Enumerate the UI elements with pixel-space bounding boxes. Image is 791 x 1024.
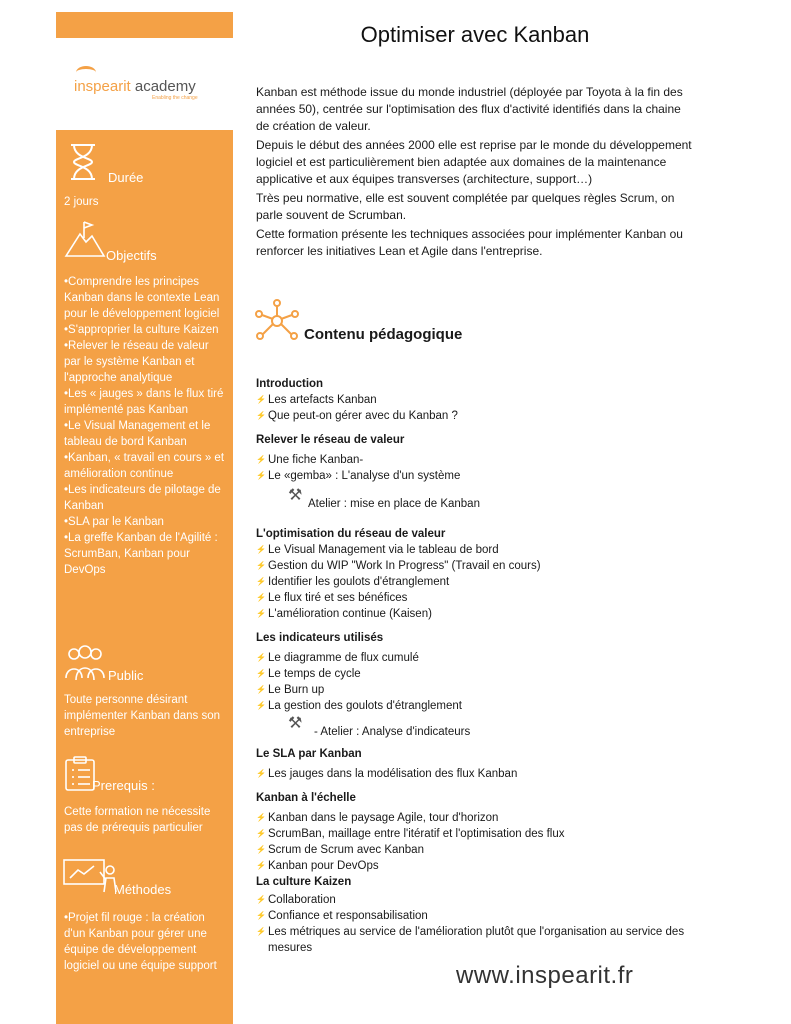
duree-heading: Durée — [108, 170, 144, 185]
brand-logo — [56, 38, 233, 130]
list-item: ⚡ Le diagramme de flux cumulé — [256, 650, 686, 666]
section-title: Les indicateurs utilisés — [256, 632, 384, 644]
public-heading: Public — [108, 668, 144, 683]
atelier-label: - Atelier : Analyse d'indicateurs — [314, 726, 471, 738]
list-item: ⚡ Kanban pour DevOps — [256, 858, 686, 874]
list-item: ⚡ L'amélioration continue (Kaisen) — [256, 606, 686, 622]
list-item: ⚡ Gestion du WIP "Work In Progress" (Travail en cours) — [256, 558, 686, 574]
methodes-text: •Projet fil rouge : la création d'un Kanban pour gérer une équipe de développement logiciel ou une équipe support — [64, 912, 217, 972]
section-title: L'optimisation du réseau de valeur — [256, 528, 446, 540]
list-item: ⚡ Une fiche Kanban- — [256, 452, 686, 468]
objectif-item: •SLA par le Kanban — [64, 516, 164, 528]
intro-paragraph: Très peu normative, elle est souvent complétée par quelques règles Scrum, on parle souvent de Scrumban. — [256, 191, 675, 222]
section-title: Introduction — [256, 378, 324, 390]
brand-name-part2: academy — [130, 78, 196, 95]
objectif-item: •Comprendre les principes Kanban dans le contexte Lean pour le développement logiciel — [64, 276, 220, 320]
intro-paragraph: Kanban est méthode issue du monde industriel (déployée par Toyota à la fin des années 50), centrée sur l'optimisation des flux d'activité identifiés dans la chaine de création de valeur. — [256, 85, 683, 133]
objectif-item: •Relever le réseau de valeur par le système Kanban et l'approche analytique — [64, 340, 209, 384]
intro-text — [256, 84, 696, 262]
list-item: ⚡ Scrum de Scrum avec Kanban — [256, 842, 686, 858]
sidebar — [56, 130, 233, 1024]
section-kaizen — [256, 874, 686, 956]
presentation-board-icon — [62, 858, 120, 894]
objectifs-heading: Objectifs — [106, 248, 157, 263]
public-text: Toute personne désirant implémenter Kanban dans son entreprise — [64, 694, 220, 738]
hourglass-icon — [68, 142, 98, 182]
intro-paragraph: Cette formation présente les techniques associées pour implémenter Kanban ou renforcer les initiatives Lean et Agile dans l'entreprise. — [256, 227, 683, 258]
atelier-item — [256, 715, 686, 740]
list-item: ⚡ Kanban dans le paysage Agile, tour d'horizon — [256, 810, 686, 826]
list-item: ⚡ Que peut-on gérer avec du Kanban ? — [256, 408, 686, 424]
brand-name-part1: inspearit — [74, 78, 131, 95]
page-title: Optimiser avec Kanban — [360, 22, 590, 47]
list-item: ⚡ Le «gemba» : L'analyse d'un système — [256, 468, 686, 484]
section-title: La culture Kaizen — [256, 876, 352, 888]
duree-text: 2 jours — [64, 196, 99, 208]
section-reseau-valeur — [256, 432, 686, 512]
section-echelle — [256, 790, 686, 874]
website-url[interactable]: www.inspearit.fr — [456, 962, 634, 989]
list-item: ⚡ Le flux tiré et ses bénéfices — [256, 590, 686, 606]
list-item: ⚡ Confiance et responsabilisation — [256, 908, 686, 924]
section-optimisation — [256, 526, 686, 622]
objectifs-list — [64, 274, 226, 578]
objectif-item: •Les indicateurs de pilotage de Kanban — [64, 484, 221, 512]
tools-icon: ⚒ — [288, 487, 303, 504]
atelier-label: Atelier : mise en place de Kanban — [308, 498, 480, 510]
atelier-item — [256, 487, 686, 512]
list-item: ⚡ ScrumBan, maillage entre l'itératif et l'optimisation des flux — [256, 826, 686, 842]
objectif-item: •Les « jauges » dans le flux tiré implémenté pas Kanban — [64, 388, 224, 416]
list-item: ⚡ La gestion des goulots d'étranglement — [256, 698, 686, 714]
list-item: ⚡ Le Visual Management via le tableau de bord — [256, 542, 686, 558]
brand-tagline: Enabling the change — [152, 95, 198, 101]
section-title: Le SLA par Kanban — [256, 748, 362, 760]
list-item: ⚡ Les jauges dans la modélisation des flux Kanban — [256, 766, 686, 782]
list-item: ⚡ Identifier les goulots d'étranglement — [256, 574, 686, 590]
objectif-item: •Le Visual Management et le tableau de bord Kanban — [64, 420, 211, 448]
sidebar-top-bar — [56, 12, 233, 38]
intro-paragraph: Depuis le début des années 2000 elle est reprise par le monde du développement logiciel et est particulièrement bien adaptée aux domaines de la maintenance applicative et aux équipes transverses (architecture, support…) — [256, 138, 692, 186]
people-icon — [64, 644, 106, 682]
section-indicateurs — [256, 630, 686, 740]
tools-icon: ⚒ — [288, 715, 303, 732]
mountain-flag-icon — [64, 218, 106, 258]
prerequis-heading: Prerequis : — [92, 778, 155, 793]
objectif-item: •S'approprier la culture Kaizen — [64, 324, 219, 336]
list-item: ⚡ Le temps de cycle — [256, 666, 686, 682]
network-nodes-icon — [254, 298, 300, 344]
prerequis-text: Cette formation ne nécessite pas de prérequis particulier — [64, 806, 211, 834]
list-item: ⚡ Les métriques au service de l'amélioration plutôt que l'organisation au service des mesures — [256, 924, 686, 956]
section-title: Relever le réseau de valeur — [256, 434, 405, 446]
section-introduction — [256, 376, 686, 424]
list-item: ⚡ Collaboration — [256, 892, 686, 908]
objectif-item: •La greffe Kanban de l'Agilité : ScrumBan, Kanban pour DevOps — [64, 532, 218, 576]
contenu-heading: Contenu pédagogique — [304, 326, 463, 343]
list-item: ⚡ Le Burn up — [256, 682, 686, 698]
section-title: Kanban à l'échelle — [256, 792, 356, 804]
objectif-item: •Kanban, « travail en cours » et amélioration continue — [64, 452, 225, 480]
list-item: ⚡ Les artefacts Kanban — [256, 392, 686, 408]
methodes-heading: Méthodes — [114, 882, 172, 897]
section-sla — [256, 746, 686, 782]
